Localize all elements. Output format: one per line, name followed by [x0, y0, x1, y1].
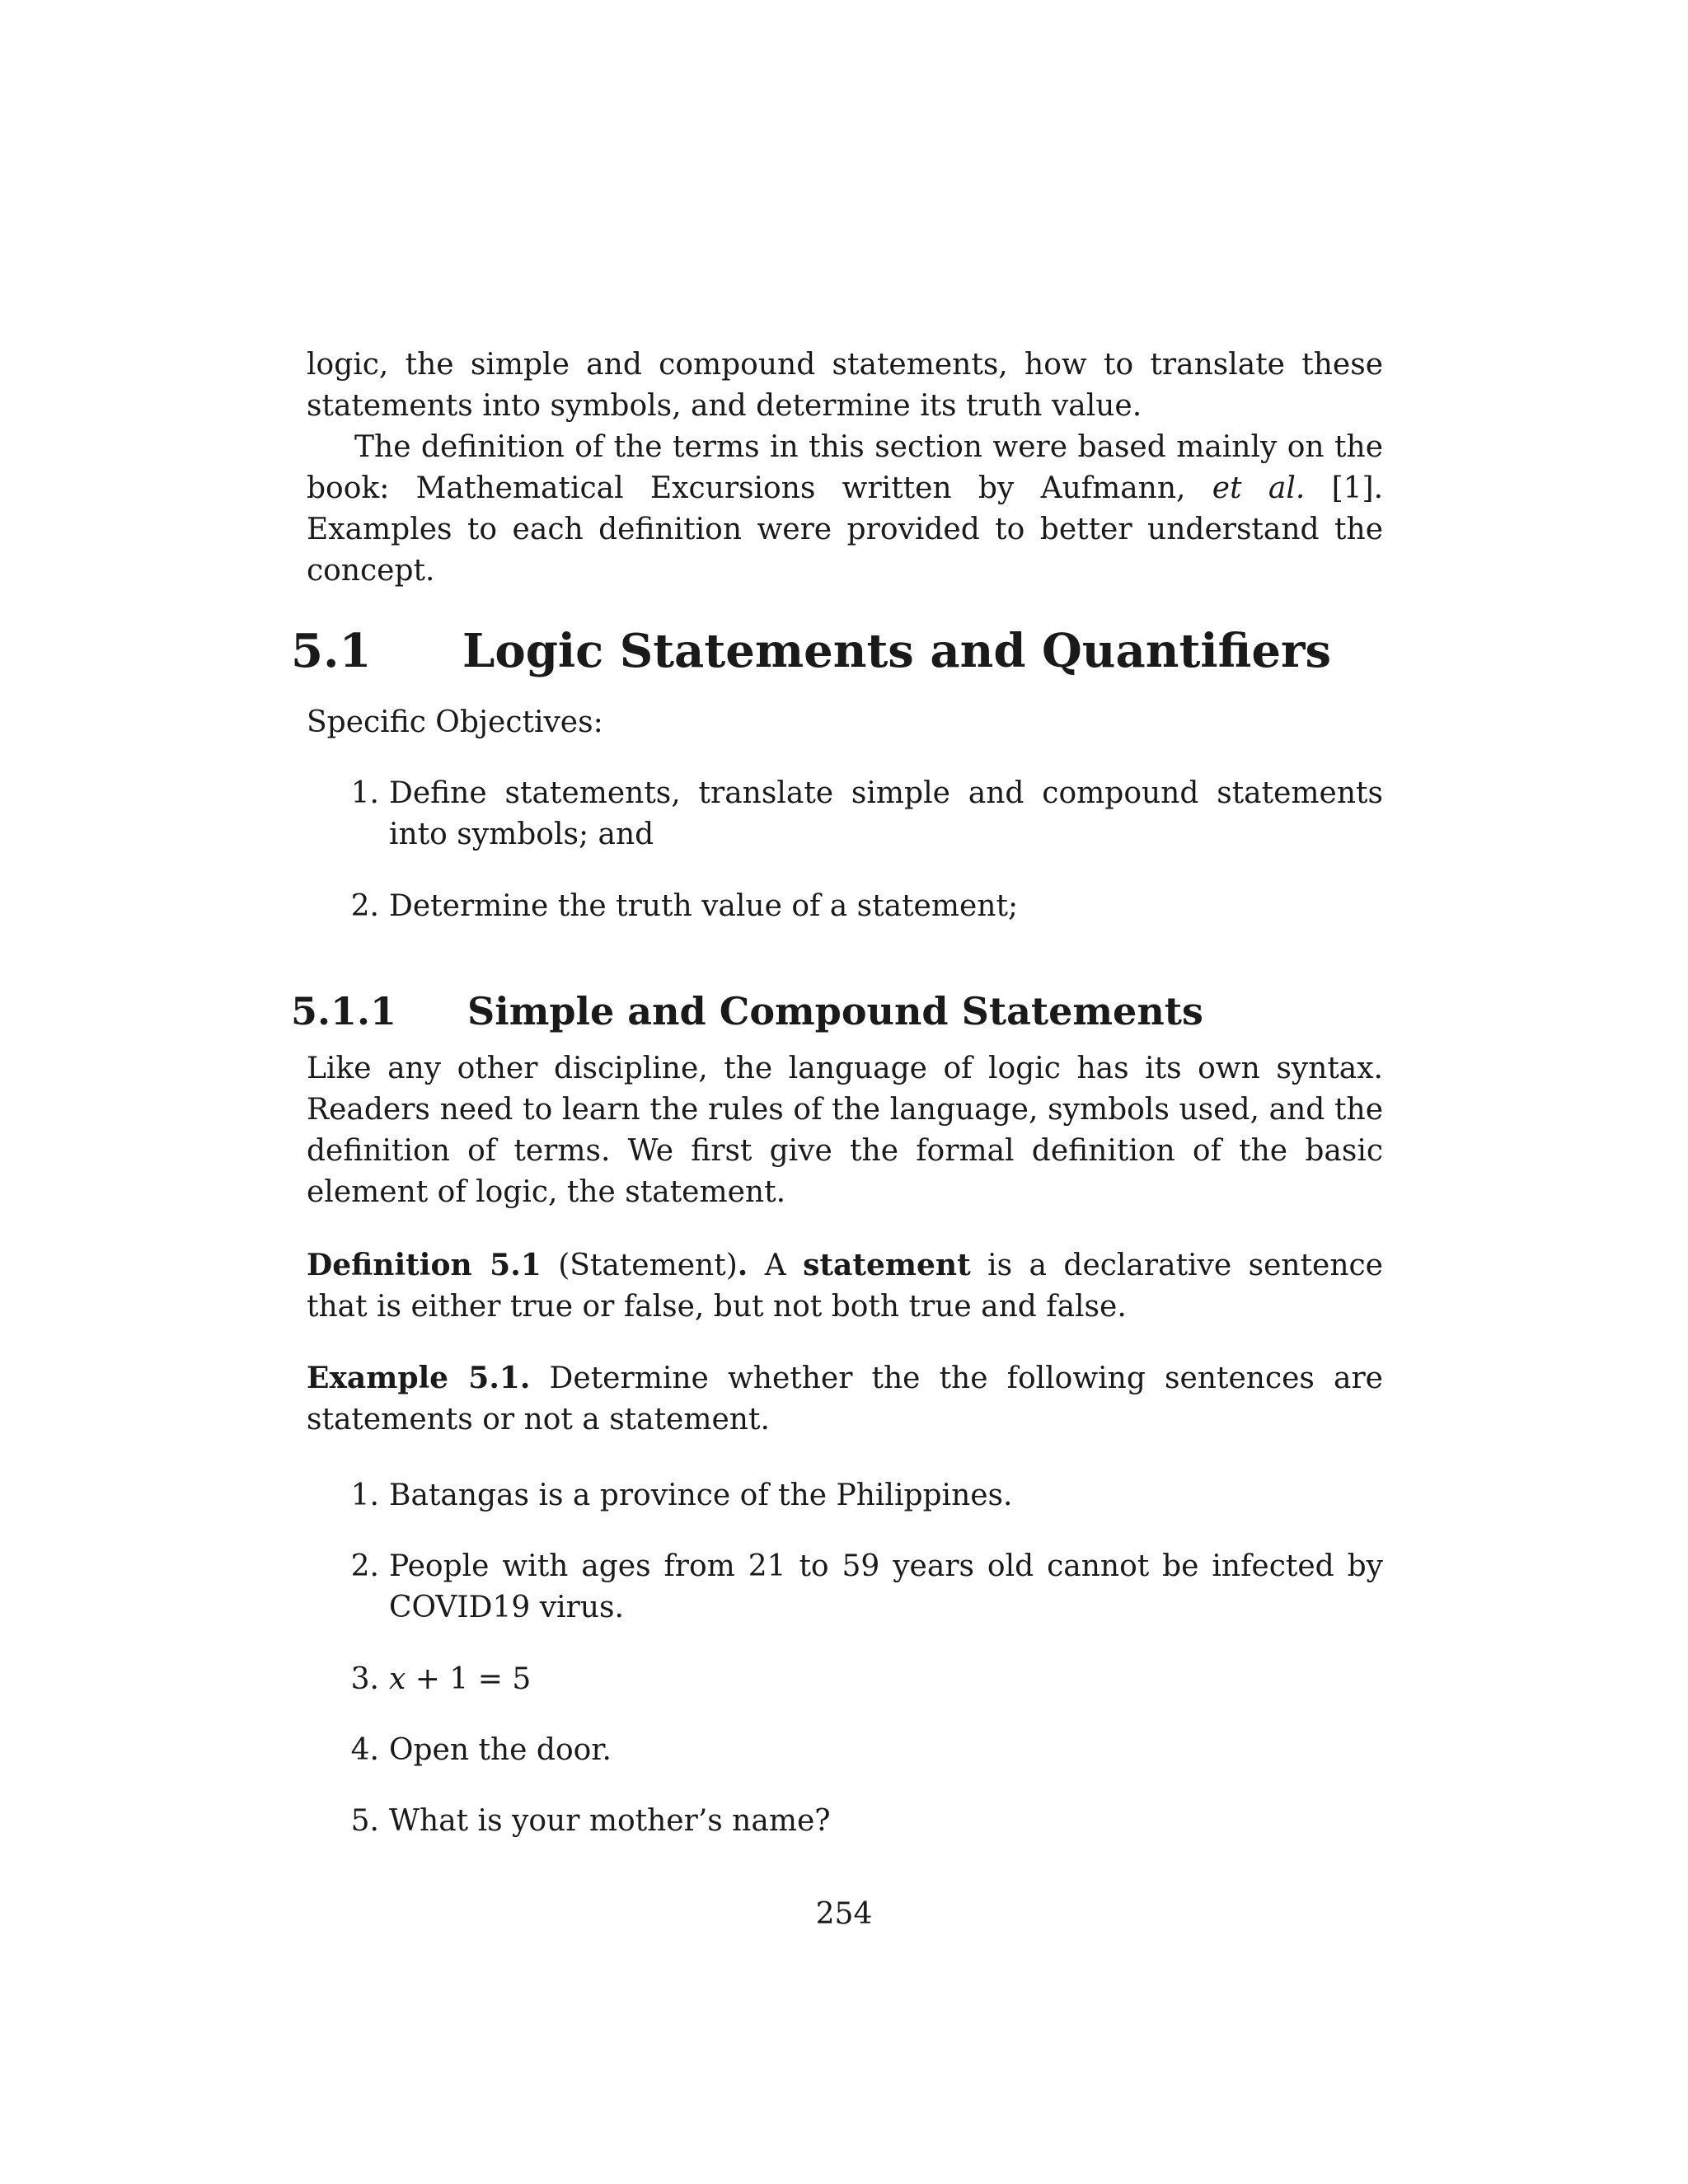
example-item-equation [389, 1659, 1383, 1700]
subsection-heading [291, 987, 1203, 1036]
intro-paragraph-2-text-a: The definition of the terms in this section were based mainly on the book: Mathematical Excursions written by Aufmann, [307, 430, 1383, 505]
list-marker: 4. [350, 1733, 379, 1767]
definition-name: (Statement) [558, 1249, 738, 1282]
example-item-text: Open the door. [389, 1733, 612, 1767]
definition-term: statement [803, 1248, 971, 1282]
example-item-4 [307, 1730, 1383, 1771]
list-marker: 5. [350, 1804, 379, 1838]
list-marker: 2. [350, 889, 379, 923]
equation-rest: + 1 = 5 [415, 1662, 532, 1696]
objective-text: Determine the truth value of a statement; [389, 889, 1019, 923]
subsection-number: 5.1.1 [291, 989, 397, 1033]
definition-label: Definition 5.1 [307, 1248, 542, 1282]
example-text: Determine whether the the following sentences are statements or not a statement. [307, 1361, 1383, 1436]
list-marker: 2. [350, 1549, 379, 1583]
page-number: 254 [815, 1897, 873, 1931]
et-al-italic: et al. [1212, 471, 1306, 505]
objective-item-2 [307, 886, 1383, 927]
subsection-paragraph-text: Like any other discipline, the language of logic has its own syntax. Readers need to learn the rules of the language, symbols used, and the definition of terms. We first give the formal definition of the basic element of logic, the statement. [307, 1052, 1383, 1209]
subsection-title: Simple and Compound Statements [467, 989, 1203, 1033]
objective-item-1 [307, 773, 1383, 855]
definition-5-1 [307, 1244, 1383, 1328]
example-item-text: What is your mother’s name? [389, 1804, 831, 1838]
objective-text: Define statements, translate simple and compound statements into symbols; and [389, 776, 1383, 851]
example-item-1 [307, 1475, 1383, 1516]
list-marker: 1. [350, 1479, 379, 1512]
variable-x: x [389, 1662, 406, 1696]
example-item-text: Batangas is a province of the Philippines. [389, 1479, 1013, 1512]
example-label: Example 5.1. [307, 1361, 531, 1395]
example-item-3 [307, 1659, 1383, 1700]
definition-dot: . [737, 1248, 748, 1282]
example-item-5 [307, 1801, 1383, 1842]
intro-paragraph-2 [307, 427, 1383, 592]
objectives-label-text: Specific Objectives: [307, 705, 603, 739]
intro-paragraph-2-text-b: [1]. Examples to each definition were provided to better understand the concept. [307, 471, 1384, 588]
list-marker: 3. [350, 1662, 379, 1696]
example-item-text: People with ages from 21 to 59 years old cannot be infected by COVID19 virus. [389, 1549, 1383, 1624]
definition-article: A [764, 1249, 786, 1282]
section-title: Logic Statements and Quantifiers [462, 624, 1331, 678]
section-heading [291, 622, 1331, 680]
definition-text: is a declarative sentence that is either true or false, but not both true and false. [307, 1249, 1383, 1324]
section-number: 5.1 [291, 624, 372, 678]
intro-paragraph-1 [307, 344, 1383, 427]
example-item-2 [307, 1546, 1383, 1629]
objectives-label [307, 702, 1383, 743]
list-marker: 1. [350, 776, 379, 810]
intro-paragraph-1-text: logic, the simple and compound statements, how to translate these statements into symbols, and determine its truth value. [307, 348, 1383, 423]
example-5-1 [307, 1357, 1383, 1441]
subsection-paragraph [307, 1048, 1383, 1213]
